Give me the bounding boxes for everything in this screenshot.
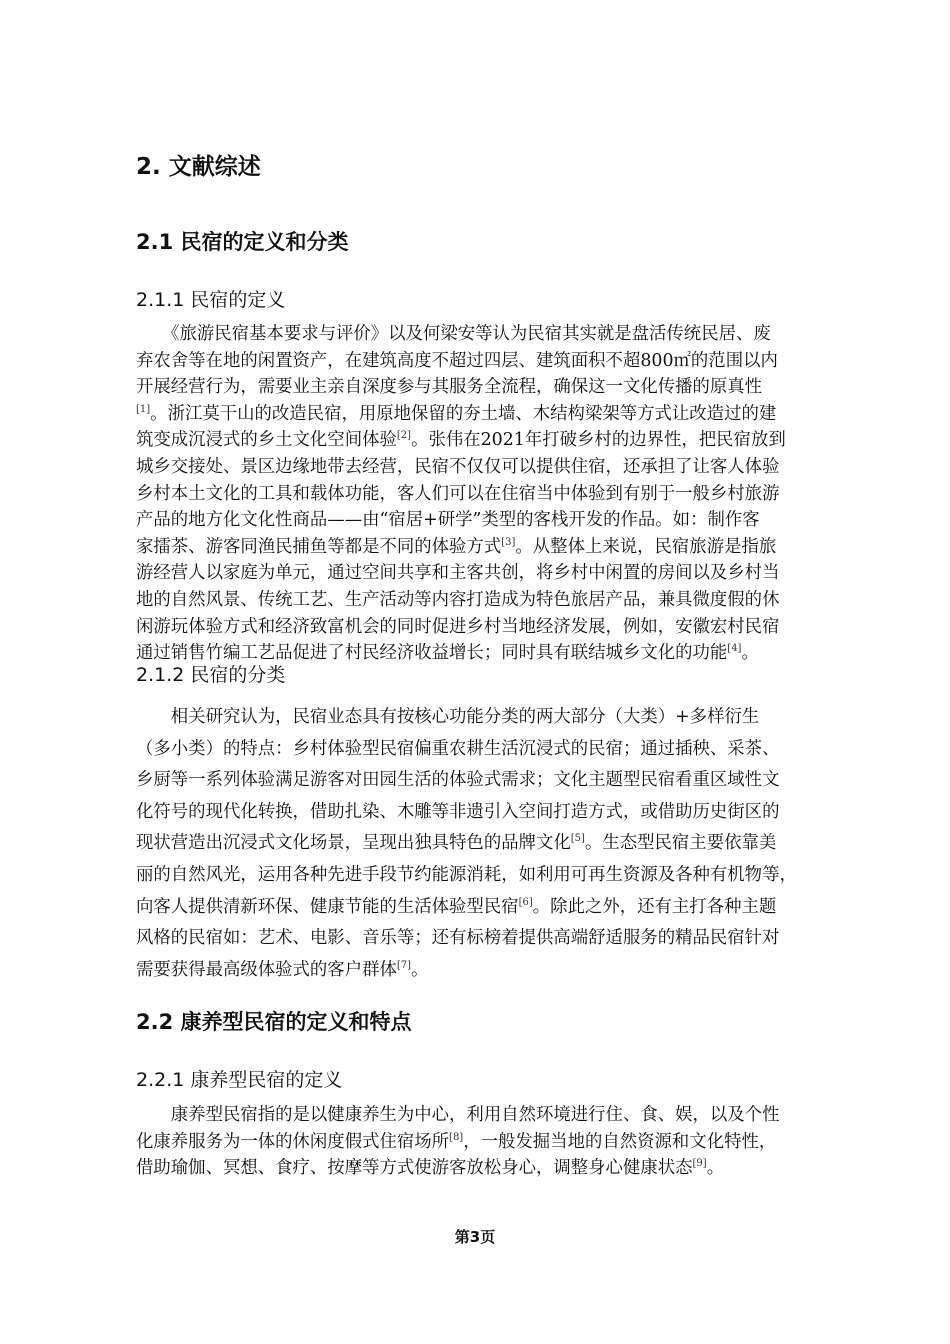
paragraph-line: 弃农舍等在地的闲置资产，在建筑高度不超过四层、建筑面积不超800㎡的范围以内 — [136, 350, 778, 371]
citation-marker: [4] — [727, 643, 742, 655]
paragraph-line: 地的自然风景、传统工艺、生产活动等内容打造成为特色旅居产品，兼具微度假的休 — [136, 589, 780, 610]
paragraph-line: 化符号的现代化转换，借助扎染、木雕等非遗引入空间打造方式，或借助历史街区的 — [136, 801, 780, 822]
paragraph-line: 产品的地方化文化性商品——由“宿居+研学”类型的客栈开发的作品。如：制作客 — [136, 510, 760, 531]
paragraph-line: 城乡交接处、景区边缘地带去经营，民宿不仅仅可以提供住宿，还承担了让客人体验 — [136, 456, 780, 477]
paragraph-line: 化康养服务为一体的休闲度假式住宿场所[8]，一般发掘当地的自然资源和文化特性， — [136, 1131, 777, 1152]
subsubsection-heading-2-1-2: 2.1.2 民宿的分类 — [136, 664, 286, 686]
paragraph-line: 乡村本土文化的工具和载体功能，客人们可以在住宿当中体验到有别于一般乡村旅游 — [136, 483, 780, 504]
citation-marker: [1] — [136, 403, 151, 415]
subsection-heading-2-1: 2.1 民宿的定义和分类 — [136, 230, 349, 254]
paragraph-line: 通过销售竹编工艺品促进了村民经济收益增长；同时具有联结城乡文化的功能[4]。 — [136, 643, 759, 664]
paragraph-line: 向客人提供清新环保、健康节能的生活体验型民宿[6]。除此之外，还有主打各种主题 — [136, 896, 777, 917]
citation-marker: [8] — [449, 1131, 464, 1143]
citation-marker: [6] — [518, 896, 533, 908]
paragraph-line: 相关研究认为，民宿业态具有按核心功能分类的两大部分（大类）+多样衍生 — [136, 707, 760, 727]
paragraph-line: 借助瑜伽、冥想、食疗、按摩等方式使游客放松身心，调整身心健康状态[9]。 — [136, 1158, 725, 1179]
paragraph-line: 风格的民宿如：艺术、电影、音乐等；还有标榜着提供高端舒适服务的精品民宿针对 — [136, 928, 780, 949]
paragraph-line: 闲游玩体验方式和经济致富机会的同时促进乡村当地经济发展，例如，安徽宏村民宿 — [136, 616, 780, 637]
paragraph-homestay-definition — [136, 321, 826, 667]
paragraph-line: 游经营人以家庭为单元，通过空间共享和主客共创，将乡村中闲置的房间以及乡村当 — [136, 563, 780, 584]
paragraph-line: 乡厨等一系列体验满足游客对田园生活的体验式需求；文化主题型民宿看重区域性文 — [136, 770, 780, 791]
citation-marker: [9] — [692, 1158, 707, 1170]
subsection-heading-2-2: 2.2 康养型民宿的定义和特点 — [136, 1010, 412, 1034]
citation-marker: [2] — [396, 430, 412, 442]
paragraph-line: 筑变成沉浸式的乡土文化空间体验[2]。张伟在2021年打破乡村的边界性，把民宿放到 — [136, 430, 786, 451]
paragraph-line: （多小类）的特点：乡村体验型民宿偏重农耕生活沉浸式的民宿；通过插秧、采茶、 — [136, 738, 780, 759]
subsubsection-heading-2-1-1: 2.1.1 民宿的定义 — [136, 289, 286, 311]
paragraph-line: [1]。浙江莫干山的改造民宿，用原地保留的夯土墙、木结构梁架等方式让改造过的建 — [136, 403, 777, 424]
paragraph-line: 现状营造出沉浸式文化场景，呈现出独具特色的品牌文化[5]。生态型民宿主要依靠美 — [136, 833, 777, 854]
subsubsection-heading-2-2-1: 2.2.1 康养型民宿的定义 — [136, 1069, 343, 1091]
paragraph-line: 需要获得最高级体验式的客户群体[7]。 — [136, 959, 429, 980]
citation-marker: [5] — [570, 833, 585, 845]
paragraph-line: 《旅游民宿基本要求与评价》以及何梁安等认为民宿其实就是盘活传统民居、废 — [136, 324, 771, 344]
citation-marker: [3] — [501, 536, 516, 548]
page-number: 第3页 — [454, 1228, 496, 1246]
paragraph-line: 康养型民宿指的是以健康养生为中心，利用自然环境进行住、食、娱，以及个性 — [136, 1105, 780, 1125]
paragraph-wellness-homestay-definition — [136, 1102, 826, 1182]
paragraph-line: 家擂茶、游客同渔民捕鱼等都是不同的体验方式[3]。从整体上来说，民宿旅游是指旅 — [136, 536, 777, 557]
section-heading-2: 2. 文献综述 — [136, 154, 261, 180]
paragraph-line: 开展经营行为，需要业主亲自深度参与其服务全流程，确保这一文化传播的原真性 — [136, 377, 763, 398]
citation-marker: [7] — [396, 959, 412, 971]
paragraph-homestay-classification — [136, 702, 826, 986]
paragraph-line: 丽的自然风光，运用各种先进手段节约能源消耗，如利用可再生资源及各种有机物等， — [136, 864, 797, 885]
